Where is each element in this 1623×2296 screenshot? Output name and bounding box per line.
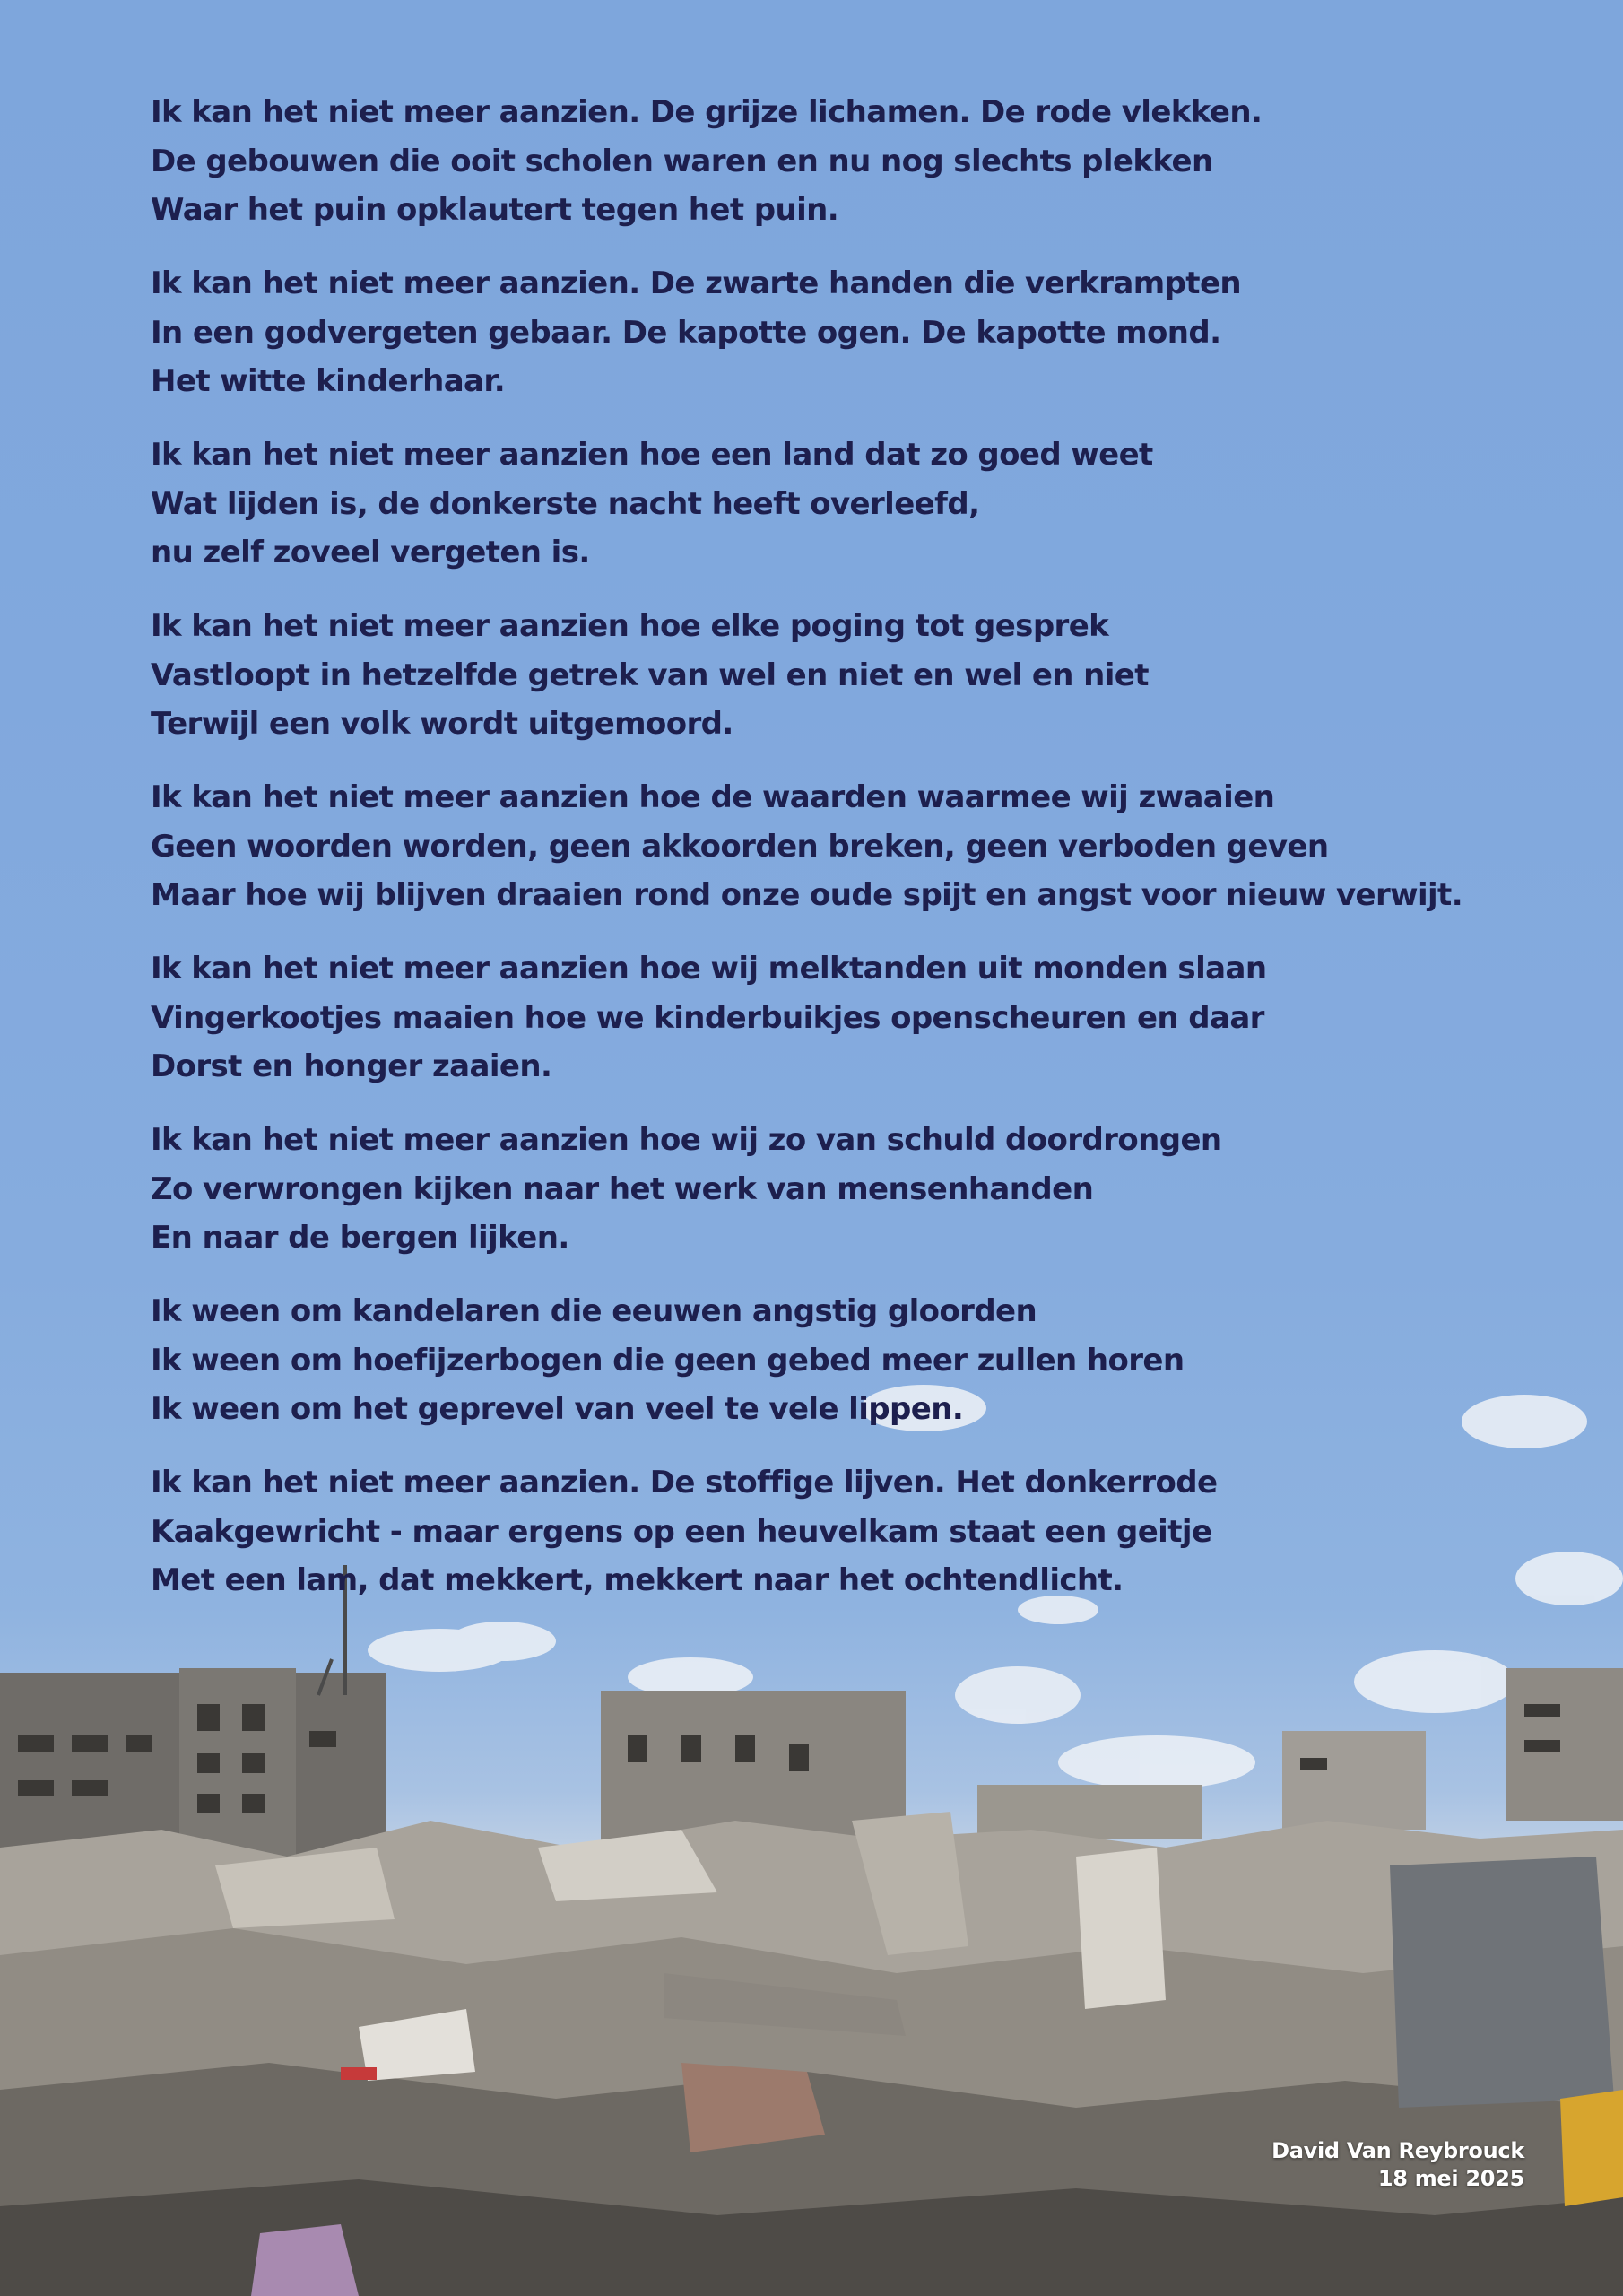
date: 18 mei 2025 — [1377, 2166, 1524, 2191]
stanza-7 — [151, 1116, 1496, 1263]
poem-line: Ik kan het niet meer aanzien hoe een land dat zo goed weet — [151, 437, 1153, 473]
poem-line: Met een lam, dat mekkert, mekkert naar het ochtendlicht. — [151, 1562, 1124, 1598]
poem-line: In een godvergeten gebaar. De kapotte ogen. De kapotte mond. — [151, 314, 1221, 351]
poem-line: Ik ween om kandelaren die eeuwen angstig gloorden — [151, 1293, 1037, 1329]
rubble-field — [0, 1812, 1623, 2296]
poem-line: Ik ween om het geprevel van veel te vele lippen. — [151, 1391, 964, 1427]
poem-line: Het witte kinderhaar. — [151, 363, 506, 399]
poem — [151, 88, 1496, 1630]
stanza-5 — [151, 773, 1496, 920]
signature — [1271, 2137, 1524, 2193]
poem-line: Terwijl een volk wordt uitgemoord. — [151, 706, 733, 742]
poem-line: Vastloopt in hetzelfde getrek van wel en niet en wel en niet — [151, 657, 1149, 693]
poem-line: Geen woorden worden, geen akkoorden breken, geen verboden geven — [151, 828, 1329, 865]
poem-line: Ik kan het niet meer aanzien hoe wij zo van schuld doordrongen — [151, 1122, 1222, 1158]
poem-line: De gebouwen die ooit scholen waren en nu nog slechts plekken — [151, 143, 1213, 179]
author-name: David Van Reybrouck — [1271, 2138, 1524, 2163]
poem-line: Ik kan het niet meer aanzien. De zwarte handen die verkrampten — [151, 265, 1242, 301]
poem-line: Ik kan het niet meer aanzien hoe de waarden waarmee wij zwaaien — [151, 779, 1275, 815]
poem-line: Ik kan het niet meer aanzien hoe elke poging tot gesprek — [151, 608, 1109, 644]
stanza-9 — [151, 1458, 1496, 1605]
poem-line: En naar de bergen lijken. — [151, 1220, 569, 1256]
poem-line: Zo verwrongen kijken naar het werk van mensenhanden — [151, 1170, 1094, 1207]
stanza-8 — [151, 1287, 1496, 1434]
poem-line: Wat lijden is, de donkerste nacht heeft overleefd, — [151, 485, 980, 522]
poem-line: Dorst en honger zaaien. — [151, 1048, 552, 1084]
poem-line: nu zelf zoveel vergeten is. — [151, 535, 590, 570]
stanza-3 — [151, 430, 1496, 578]
poem-line: Kaakgewricht - maar ergens op een heuvelkam staat een geitje — [151, 1513, 1212, 1550]
poem-line: Ik kan het niet meer aanzien. De grijze lichamen. De rode vlekken. — [151, 94, 1263, 130]
stanza-2 — [151, 259, 1496, 406]
stanza-1 — [151, 88, 1496, 235]
poem-line: Ik kan het niet meer aanzien. De stoffige lijven. Het donkerrode — [151, 1465, 1218, 1500]
stanza-6 — [151, 944, 1496, 1091]
poem-line: Vingerkootjes maaien hoe we kinderbuikjes openscheuren en daar — [151, 999, 1264, 1036]
poem-line: Maar hoe wij blijven draaien rond onze oude spijt en angst voor nieuw verwijt. — [151, 877, 1463, 913]
poem-line: Ik kan het niet meer aanzien hoe wij melktanden uit monden slaan — [151, 951, 1267, 987]
stanza-4 — [151, 602, 1496, 749]
poem-line: Waar het puin opklautert tegen het puin. — [151, 192, 839, 228]
poem-line: Ik ween om hoefijzerbogen die geen gebed meer zullen horen — [151, 1342, 1185, 1378]
